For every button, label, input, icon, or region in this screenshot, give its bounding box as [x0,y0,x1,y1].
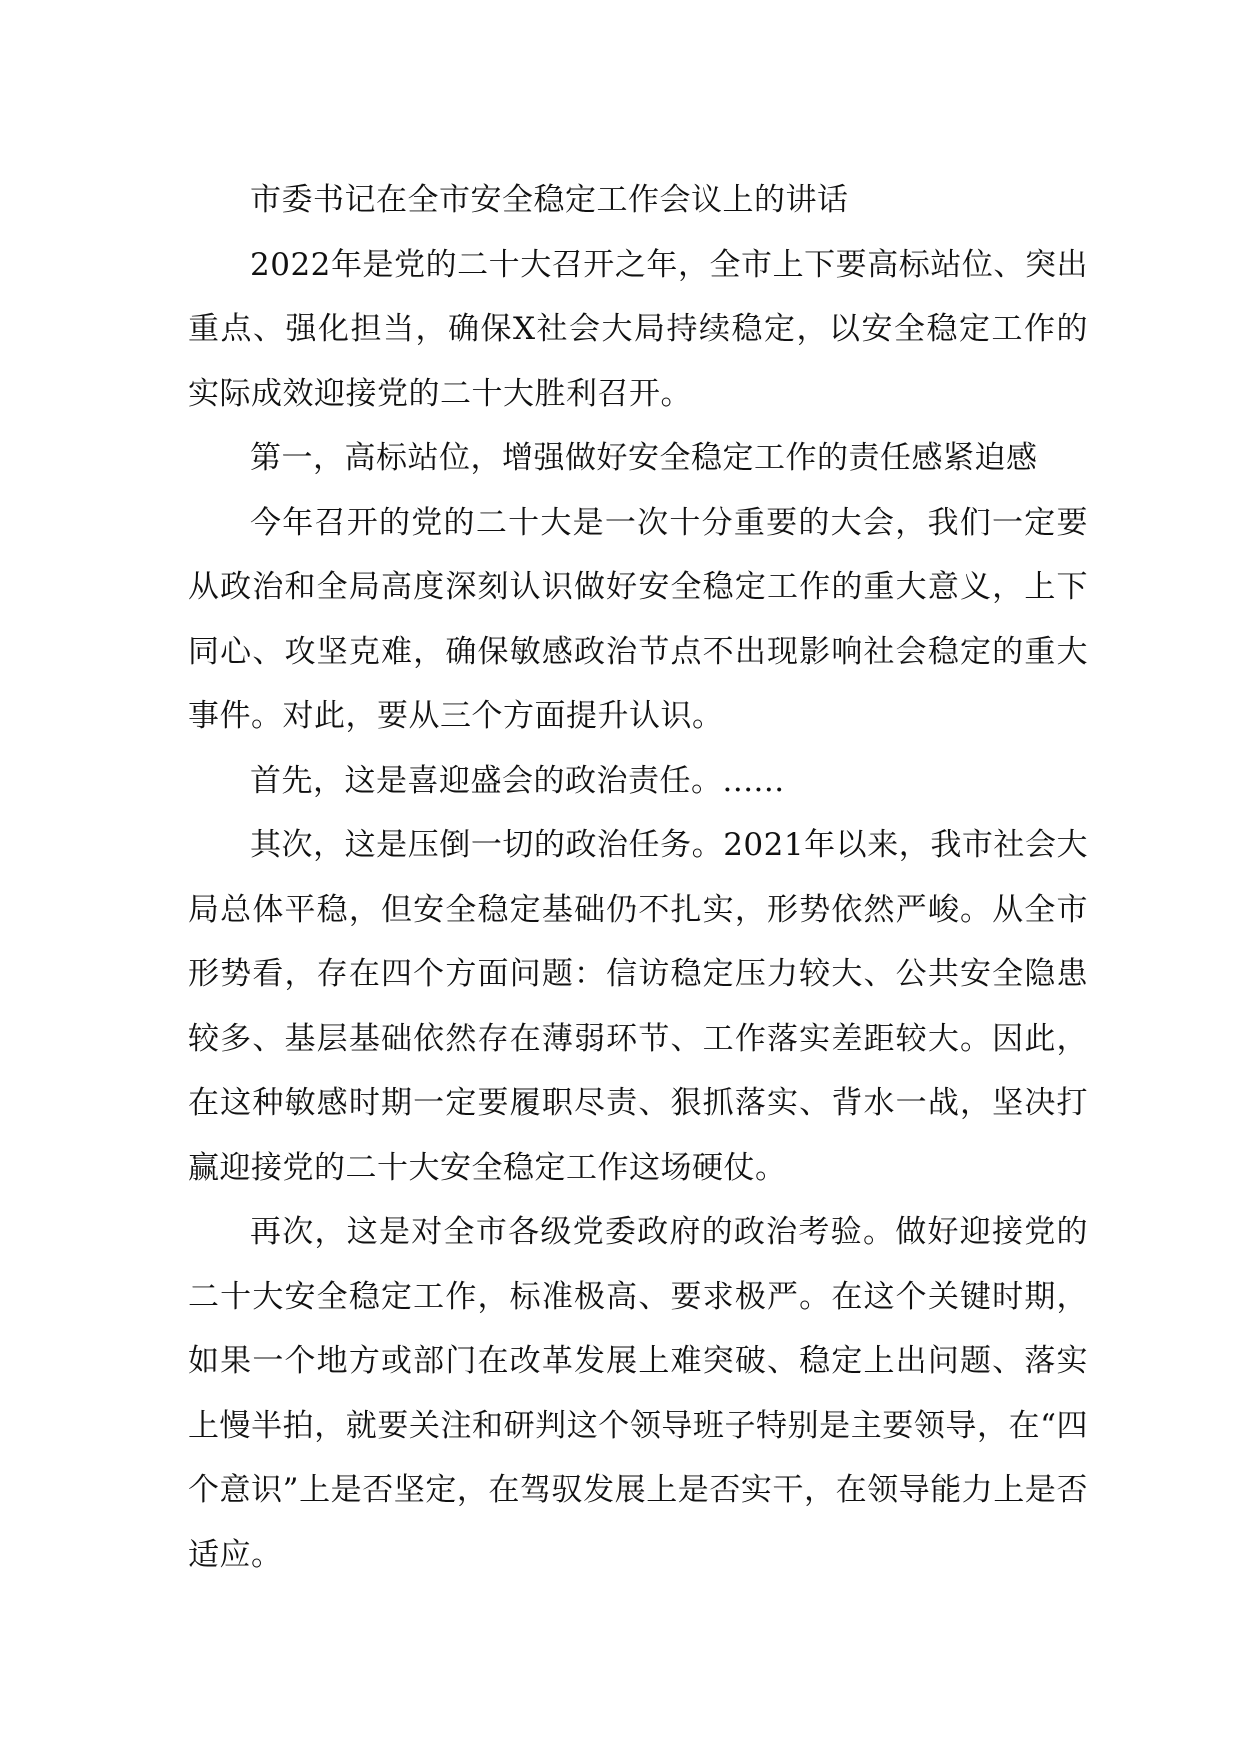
document-title: 市委书记在全市安全稳定工作会议上的讲话 [250,182,849,218]
paragraph-significance: 今年召开的党的二十大是一次十分重要的大会，我们一定要从政治和全局高度深刻认识做好安全稳定工作的重大意义，上下同心、攻坚克难，确保敏感政治节点不出现影响社会稳定的重大事件。对此，要从三个方面提升认识。 [188,504,1088,734]
document-body [188,168,1088,1587]
paragraph-first-point: 首先，这是喜迎盛会的政治责任。...... [250,762,785,799]
paragraph-second-point: 其次，这是压倒一切的政治任务。2021年以来，我市社会大局总体平稳，但安全稳定基础仍不扎实，形势依然严峻。从全市形势看，存在四个方面问题：信访稳定压力较大、公共安全隐患较多、基层基础依然存在薄弱环节、工作落实差距较大。因此，在这种敏感时期一定要履职尽责、狠抓落实、背水一战，坚决打赢迎接党的二十大安全稳定工作这场硬仗。 [188,827,1088,1186]
paragraph-intro: 2022年是党的二十大召开之年，全市上下要高标站位、突出重点、强化担当，确保X社会大局持续稳定，以安全稳定工作的实际成效迎接党的二十大胜利召开。 [188,246,1088,412]
paragraph-third-point: 再次，这是对全市各级党委政府的政治考验。做好迎接党的二十大安全稳定工作，标准极高、要求极严。在这个关键时期，如果一个地方或部门在改革发展上难突破、稳定上出问题、落实上慢半拍，就要关注和研判这个领导班子特别是主要领导，在“四个意识”上是否坚定，在驾驭发展上是否实干，在领导能力上是否适应。 [188,1214,1088,1573]
section-heading-first: 第一，高标站位，增强做好安全稳定工作的责任感紧迫感 [250,440,1038,476]
